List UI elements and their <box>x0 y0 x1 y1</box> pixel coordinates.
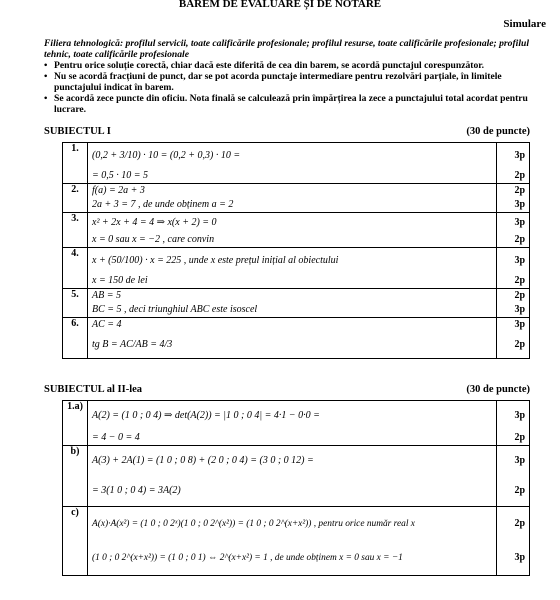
solution-line: (1 0 ; 0 2^(x+x²)) = (1 0 ; 0 1) ⇔ 2^(x+x²) = 1 , de unde obținem x = 0 sau x = −1 <box>92 553 403 563</box>
item-number: 3. <box>63 213 88 248</box>
solution-line: A(2) = (1 0 ; 0 4) ⇒ det(A(2)) = |1 0 ; 0 4| = 4·1 − 0·0 = <box>92 410 320 421</box>
solution-line: x² + 2x + 4 = 4 ⇒ x(x + 2) = 0 <box>92 217 217 228</box>
section-2-table <box>62 400 530 576</box>
document-title: BAREM DE EVALUARE ȘI DE NOTARE <box>178 0 382 10</box>
item-number: 2. <box>63 184 88 213</box>
solution-cell <box>88 507 497 576</box>
solution-line: x = 150 de lei <box>92 275 148 286</box>
points-cell <box>497 143 530 184</box>
item-number: b) <box>63 446 88 507</box>
filiera-text: Filiera tehnologică: profilul servicii, toate calificările profesionale; profilul resurse, toate calificările profesionale; profilul tehnic, toate calificările profesionale <box>44 38 529 60</box>
item-number: 6. <box>63 318 88 359</box>
section-1-title: SUBIECTUL I <box>44 126 111 137</box>
points-value: 2p <box>514 275 525 286</box>
points-value: 3p <box>514 217 525 228</box>
points-value: 3p <box>514 255 525 266</box>
points-value: 2p <box>514 485 525 496</box>
points-cell <box>497 213 530 248</box>
rule-item: • Nu se acordă fracțiuni de punct, dar se pot acorda punctaje intermediare pentru rezolvări parțiale, în limitele punctajului indicat în barem. <box>54 71 544 93</box>
solution-line: AB = 5 <box>92 290 121 301</box>
table-row <box>63 143 530 184</box>
solution-line: tg B = AC/AB = 4/3 <box>92 339 173 350</box>
section-2-header <box>44 384 530 395</box>
table-row <box>63 213 530 248</box>
item-number: 4. <box>63 248 88 289</box>
item-number: 1. <box>63 143 88 184</box>
solution-line: A(3) + 2A(1) = (1 0 ; 0 8) + (2 0 ; 0 4) = (3 0 ; 0 12) = <box>92 455 314 466</box>
points-value: 3p <box>514 552 525 563</box>
points-cell <box>497 289 530 318</box>
solution-line: BC = 5 , deci triunghiul ABC este isoscel <box>92 304 258 315</box>
table-row <box>63 446 530 507</box>
intro-block <box>44 38 544 115</box>
points-value: 2p <box>514 518 525 529</box>
solution-cell <box>88 289 497 318</box>
solution-line: = 4 − 0 = 4 <box>92 432 140 443</box>
solution-line: 2a + 3 = 7 , de unde obținem a = 2 <box>92 199 234 210</box>
solution-line: x + (50/100) · x = 225 , unde x este prețul inițial al obiectului <box>92 255 339 266</box>
document-subtitle: Simulare <box>503 18 546 30</box>
points-value: 3p <box>514 319 525 330</box>
section-1-points: (30 de puncte) <box>466 126 530 137</box>
solution-cell <box>88 318 497 359</box>
points-value: 2p <box>514 170 525 181</box>
solution-line: f(a) = 2a + 3 <box>92 185 145 196</box>
table-row <box>63 507 530 576</box>
table-row <box>63 248 530 289</box>
solution-cell <box>88 143 497 184</box>
item-number: c) <box>63 507 88 576</box>
section-2-points: (30 de puncte) <box>466 384 530 395</box>
section-1-header <box>44 126 530 137</box>
solution-line: = 0,5 · 10 = 5 <box>92 170 148 181</box>
points-cell <box>497 318 530 359</box>
solution-line: A(x)·A(x²) = (1 0 ; 0 2ˣ)(1 0 ; 0 2^(x²)) = (1 0 ; 0 2^(x+x²)) , pentru orice număr real x <box>92 519 415 529</box>
points-value: 3p <box>514 150 525 161</box>
solution-line: AC = 4 <box>92 319 122 330</box>
points-cell <box>497 446 530 507</box>
solution-cell <box>88 184 497 213</box>
points-value: 2p <box>514 432 525 443</box>
section-2-title: SUBIECTUL al II-lea <box>44 384 143 395</box>
section-1-table <box>62 142 530 359</box>
rule-item: • Se acordă zece puncte din oficiu. Nota finală se calculează prin împărțirea la zece a punctajului total acordat pentru lucrare. <box>54 93 544 115</box>
table-row <box>63 289 530 318</box>
table-row <box>63 184 530 213</box>
item-number: 5. <box>63 289 88 318</box>
rules-list <box>44 60 544 115</box>
table-row <box>63 401 530 446</box>
solution-cell <box>88 446 497 507</box>
solution-cell <box>88 248 497 289</box>
solution-line: (0,2 + 3/10) · 10 = (0,2 + 0,3) · 10 = <box>92 150 241 161</box>
points-cell <box>497 184 530 213</box>
points-value: 2p <box>514 339 525 350</box>
points-value: 3p <box>514 199 525 210</box>
item-number: 1.a) <box>63 401 88 446</box>
rule-item: • Pentru orice soluție corectă, chiar dacă este diferită de cea din barem, se acordă punctajul corespunzător. <box>54 60 544 71</box>
points-value: 2p <box>514 185 525 196</box>
points-cell <box>497 248 530 289</box>
points-value: 3p <box>514 410 525 421</box>
points-value: 3p <box>514 304 525 315</box>
solution-cell <box>88 213 497 248</box>
solution-line: x = 0 sau x = −2 , care convin <box>92 234 215 245</box>
points-cell <box>497 507 530 576</box>
table-row <box>63 318 530 359</box>
points-value: 2p <box>514 234 525 245</box>
points-value: 2p <box>514 290 525 301</box>
points-value: 3p <box>514 455 525 466</box>
solution-cell <box>88 401 497 446</box>
solution-line: = 3(1 0 ; 0 4) = 3A(2) <box>92 485 181 496</box>
points-cell <box>497 401 530 446</box>
